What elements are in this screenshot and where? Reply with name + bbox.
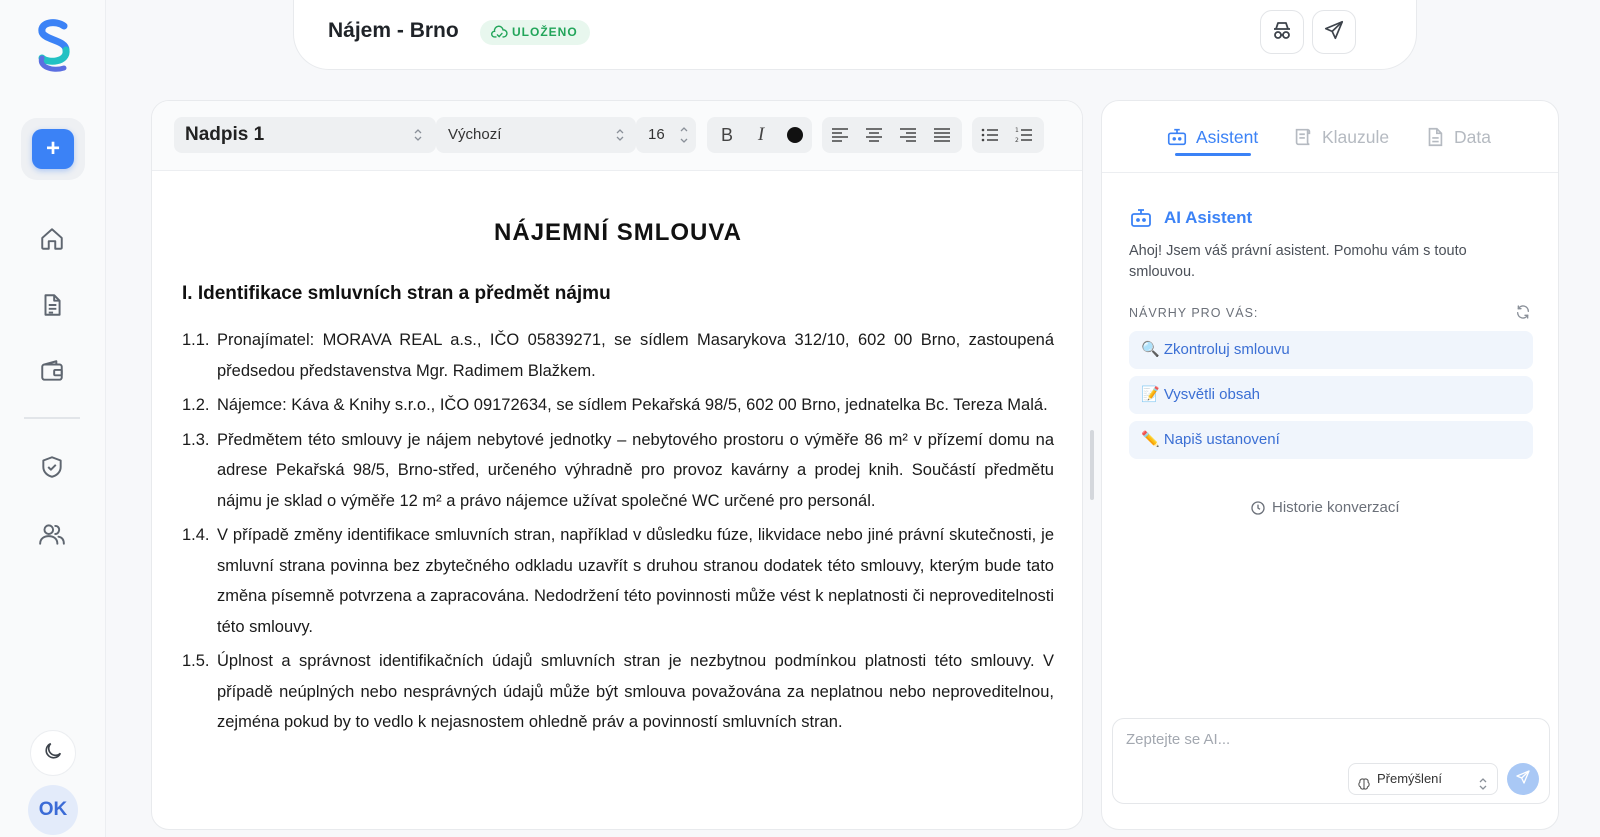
assistant-panel [1101,100,1559,830]
tab-label: Data [1454,127,1491,147]
file-icon [1424,126,1446,156]
refresh-suggestions-icon[interactable] [1515,304,1531,325]
clause [182,325,1054,386]
bold-button[interactable]: B [720,124,733,145]
assistant-title [1129,205,1252,231]
section-title: I. Identifikace smluvních stran a předmět nájmu [182,283,611,304]
panel-tabs [1102,101,1558,173]
dark-mode-toggle[interactable] [30,730,76,776]
numbered-list-icon[interactable] [1012,123,1036,147]
font-family-value: Výchozí [448,126,502,143]
color-swatch-icon [787,127,803,143]
users-icon[interactable] [37,519,67,549]
mode-value: Přemýšlení [1377,771,1443,786]
paragraph-style-select[interactable] [174,117,436,153]
scroll-icon [1292,126,1314,156]
updown-icon [616,126,624,144]
sidebar [0,0,106,837]
moon-icon [42,740,64,767]
tab-asistent[interactable] [1166,123,1258,151]
shield-check-icon[interactable] [37,452,67,482]
home-icon[interactable] [37,224,67,254]
clause [182,425,1054,517]
clause-number: 1.5. [182,652,210,670]
bullet-list-icon[interactable] [978,123,1002,147]
document-icon[interactable] [37,290,67,320]
app-logo[interactable] [34,18,74,76]
paper-plane-icon [1323,19,1345,46]
document-editor [151,100,1083,830]
suggestion-label: Vysvětli obsah [1163,386,1261,403]
pencil-emoji-icon: ✏️ [1141,431,1160,448]
tab-klauzule[interactable] [1292,123,1389,151]
clause-text: Pronajímatel: MORAVA REAL a.s., IČO 05839271, se sídlem Masarykova 312/10, 602 00 Brno, zastoupená předsedou představenstva Mgr. Radimem Blažkem. [217,331,1054,380]
align-justify-icon[interactable] [930,123,954,147]
formatting-toolbar [152,101,1082,171]
font-size-stepper[interactable] [636,117,696,153]
paragraph-style-value: Nadpis 1 [185,124,265,145]
user-avatar[interactable]: OK [28,785,78,835]
clause-number: 1.3. [182,430,210,449]
clause-text: V případě změny identifikace smluvních stran, například v důsledku fúze, likvidace nebo jiné právní skutečnosti, je smluvní strana povinna bez zbytečného odkladu uzavřít s druhou stranou dodatek této smlouvy, kterým bude tato změna písemně potvrzena a zapracována. Nedodržení této povinnosti může vést k neplatnosti či neproveditelnosti této smlouvy. [217,526,1054,636]
brain-icon [1357,772,1371,802]
clause-text: Nájemce: Káva & Knihy s.r.o., IČO 09172634, se sídlem Pekařská 98/5, 602 00 Brno, jednatelka Bc. Tereza Malá. [217,396,1048,414]
clause-text: Úplnost a správnost identifikačních údajů smluvních stran je nezbytnou podmínkou platnosti této smlouvy. V případě neúplných nebo nesprávných údajů může být smlouva považována za neplatnou nebo neproveditelnou, zejména pokud by to vedlo k nejasnostem ohledně práv a povinností smluvních stran. [217,652,1054,731]
font-size-value: 16 [648,126,665,143]
alignment-group [822,117,962,153]
italic-button[interactable]: I [757,124,765,145]
bot-icon [1166,126,1188,156]
document-content[interactable] [182,219,1054,742]
clause [182,646,1054,738]
active-tab-indicator [1175,153,1251,156]
suggestions-label: NÁVRHY PRO VÁS: [1129,306,1259,320]
paper-plane-icon [1515,769,1531,790]
updown-icon[interactable] [680,126,688,144]
list-group [972,117,1044,153]
sidebar-divider [24,417,80,419]
clause-number: 1.4. [182,526,210,544]
send-document-button[interactable] [1312,10,1356,54]
clause [182,390,1054,421]
clause-number: 1.1. [182,331,210,349]
align-center-icon[interactable] [862,123,886,147]
tab-label: Asistent [1196,127,1259,147]
suggestion-label: Zkontroluj smlouvu [1163,341,1290,358]
clause-text: Předmětem této smlouvy je nájem nebytové jednotky – nebytového prostoru o výměře 86 m² v přízemí domu na adrese Pekařská 98/5, Brno-střed, určeného výhradně pro provoz kavárny a prodej knih. Součástí předmětu nájmu je sklad o výměře 12 m² a právo nájemce užívat společné WC určené pro personál. [217,430,1054,510]
send-message-button[interactable] [1507,763,1539,795]
ai-question-input[interactable] [1126,731,1526,748]
align-left-icon[interactable] [828,123,852,147]
memo-emoji-icon: 📝 [1141,386,1160,403]
text-color-button[interactable] [783,123,807,147]
font-family-select[interactable] [436,117,636,153]
assistant-greeting: Ahoj! Jsem váš právní asistent. Pomohu vám s touto smlouvou. [1129,243,1467,280]
document-title[interactable]: Nájem - Brno [328,19,459,42]
conversation-history-link[interactable] [1250,498,1400,518]
magnifier-emoji-icon: 🔍 [1141,341,1160,358]
tab-data[interactable] [1424,123,1491,151]
ai-composer [1112,718,1550,804]
thinking-mode-select[interactable] [1348,763,1498,795]
suggestion-label: Napiš ustanovení [1163,431,1280,448]
suggestion-check-contract[interactable] [1129,331,1533,369]
updown-icon [1479,772,1487,802]
cloud-check-icon [491,24,508,49]
bot-icon [1129,206,1153,238]
text-format-group [707,117,812,153]
new-button-wrapper [21,118,85,180]
saved-status-text: ULOŽENO [512,25,578,39]
incognito-icon [1270,18,1294,47]
suggestion-write-provision[interactable] [1129,421,1533,459]
saved-status-badge [480,20,590,45]
clause-number: 1.2. [182,396,210,414]
new-document-button[interactable]: + [32,129,74,169]
document-header [293,0,1417,70]
history-label: Historie konverzací [1272,499,1400,516]
incognito-button[interactable] [1260,10,1304,54]
clock-icon [1250,500,1266,522]
suggestion-explain-content[interactable] [1129,376,1533,414]
tab-label: Klauzule [1322,127,1390,147]
panel-resize-handle[interactable] [1090,430,1094,500]
clause [182,520,1054,642]
document-heading: NÁJEMNÍ SMLOUVA [494,219,742,246]
assistant-title-text: AI Asistent [1164,208,1253,227]
wallet-icon[interactable] [37,356,67,386]
svg-text:1: 1 [1015,127,1019,134]
align-right-icon[interactable] [896,123,920,147]
svg-text:2: 2 [1015,137,1019,144]
updown-icon [414,126,422,144]
